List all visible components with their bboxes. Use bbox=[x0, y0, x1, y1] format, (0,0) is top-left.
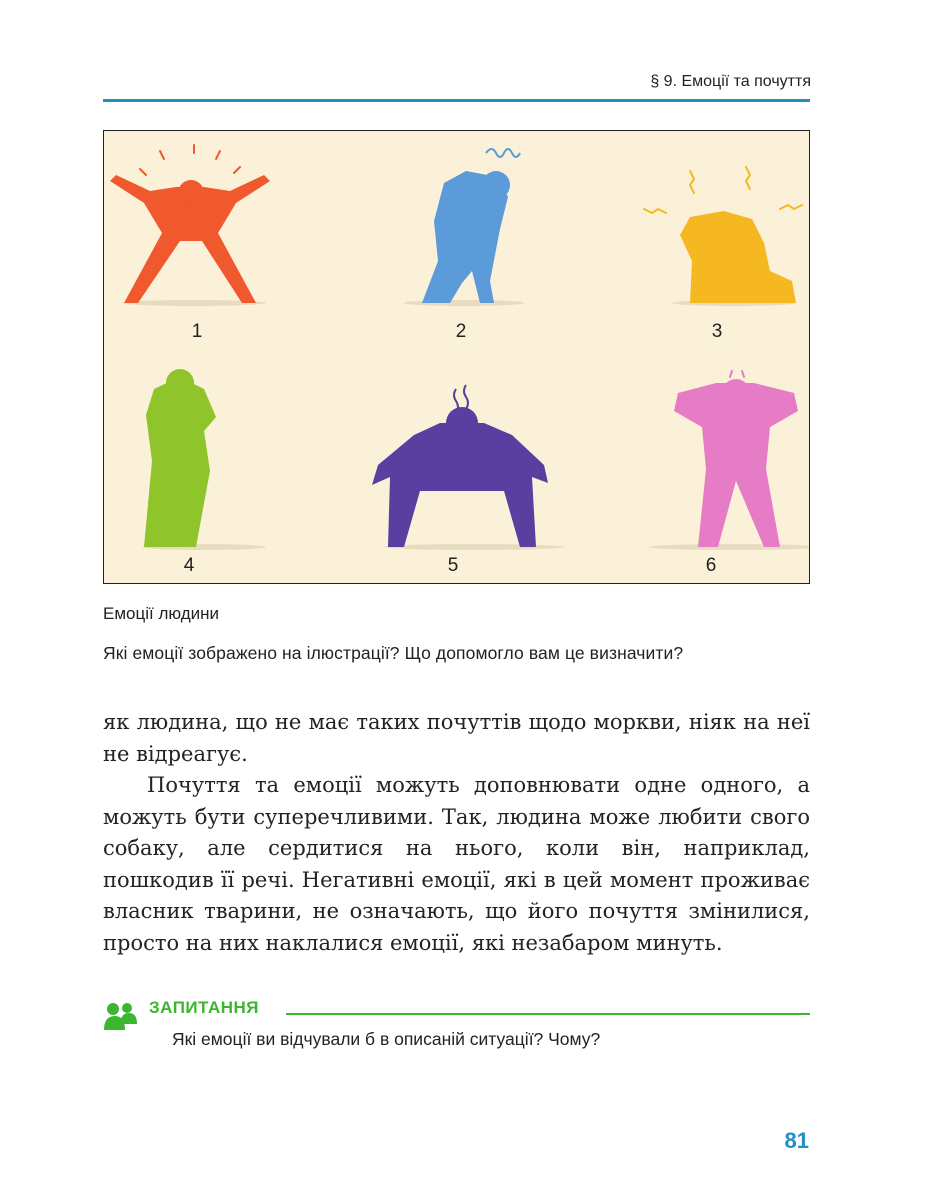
figure-joy bbox=[110, 175, 270, 303]
questions-title: ЗАПИТАННЯ bbox=[149, 998, 260, 1017]
figure-label: 6 bbox=[705, 555, 717, 576]
figure-shame bbox=[144, 369, 216, 547]
page-number: 81 bbox=[784, 1128, 809, 1153]
figure-label: 5 bbox=[447, 555, 459, 576]
figure-label: 3 bbox=[711, 321, 723, 342]
figure-label: 1 bbox=[191, 321, 203, 342]
questions-divider bbox=[286, 1013, 810, 1015]
emotions-illustration bbox=[103, 130, 810, 584]
figure-fear bbox=[680, 211, 796, 303]
figure-caption: Емоції людини bbox=[103, 604, 220, 623]
section-title: § 9. Емоції та почуття bbox=[650, 73, 811, 90]
figure-label: 4 bbox=[183, 555, 195, 576]
figure-question: Які емоції зображено на ілюстрації? Що допомогло вам це визначити? bbox=[103, 643, 684, 663]
figure-stress bbox=[674, 379, 798, 547]
figure-anger bbox=[372, 407, 548, 547]
illustration-canvas bbox=[104, 131, 809, 583]
questions-text: Які емоції ви відчували б в описаній ситуації? Чому? bbox=[172, 1029, 601, 1049]
paragraph: Почуття та емоції можуть доповнювати одне одного, а можуть бути суперечливими. Так, людина може любити свого собаку, але сердитися на нього, коли він, наприклад, пошкодив її речі. Негативні емоції, які в цей момент проживає власник тварини, не означають, що його почуття змінилися, просто на них наклалися емоції, які незабаром минуть. bbox=[103, 773, 810, 955]
main-text bbox=[103, 707, 810, 959]
figure-label: 2 bbox=[455, 321, 467, 342]
figure-sadness bbox=[422, 171, 510, 303]
header-divider bbox=[103, 99, 810, 102]
paragraph: як людина, що не має таких почуттів щодо моркви, ніяк на неї не відреагує. bbox=[103, 710, 810, 766]
people-icon bbox=[103, 1000, 137, 1034]
